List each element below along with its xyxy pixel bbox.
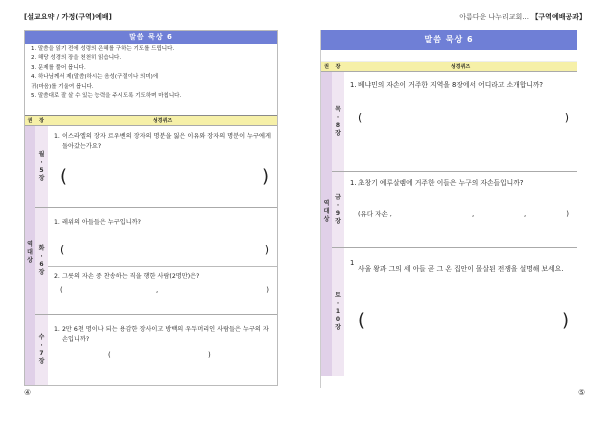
quiz-row: [35, 315, 277, 385]
right-worksheet: [320, 30, 577, 388]
instructions: [25, 44, 277, 116]
question: [52, 272, 271, 282]
book-label: 역 대 상: [27, 241, 33, 264]
instruction-line: 3. 문제를 풀어 봅니다.: [31, 64, 86, 71]
question: [52, 132, 271, 152]
question: [348, 80, 571, 91]
quiz-row: [35, 208, 277, 315]
chapter-label: 수 · 7 장: [38, 334, 45, 365]
right-title: 말씀 묵상 6: [321, 30, 577, 50]
question-text: 그릇의 자손 중 찬송하는 직을 행한 사람(2명만)은?: [62, 273, 200, 280]
instruction-line: 귀(마음)를 기울여 봅니다.: [31, 83, 94, 90]
question-number: 1: [350, 259, 355, 267]
instruction-line: 5. 말씀대로 잘 살 수 있는 능력을 주시도록 기도하며 마칩니다.: [31, 93, 182, 100]
book-label: 역 대 상: [323, 200, 330, 223]
answer-close-paren: ): [564, 111, 569, 124]
book-column: [321, 72, 332, 376]
instruction-line: 1. 말씀을 읽기 전에 성령의 은혜를 구하는 기도를 드립니다.: [31, 46, 175, 52]
answer-open-paren: (: [108, 351, 111, 359]
answer-close-paren: ): [261, 166, 269, 187]
question-text: 사울 왕과 그의 세 아들 곧 그 온 집안이 몰살된 전쟁을 설명해 보세요.: [358, 265, 564, 273]
answer-close-paren: ): [264, 243, 269, 256]
page-number-left: ④: [24, 388, 32, 397]
answer-open-paren: (: [60, 243, 65, 256]
question-text: 레위의 아들들은 누구입니까?: [62, 219, 141, 226]
answer-close-paren: ): [561, 310, 569, 331]
answer-close-paren: ): [208, 351, 211, 359]
col-quiz: 성경퀴즈: [344, 62, 577, 71]
header-right: [459, 12, 586, 22]
answer-open-paren: (: [60, 286, 63, 294]
question-number: 1.: [350, 81, 357, 89]
quiz-row: [332, 72, 577, 172]
col-chapter: 장: [332, 62, 344, 71]
chapter-label: 화 · 6 장: [38, 245, 45, 276]
church-name: 아름다운 나누리교회...: [459, 13, 529, 21]
quiz-row: [35, 126, 277, 208]
col-book: 권: [321, 62, 332, 71]
answer-close-paren: ): [566, 210, 569, 218]
question-text: 초창기 예루살렘에 거주한 이들은 누구의 자손들입니까?: [358, 179, 524, 187]
question-number: 1.: [54, 219, 60, 226]
left-body: [25, 126, 277, 385]
chapter-label: 목 · 8 장: [335, 105, 341, 137]
column-header: [25, 116, 277, 126]
answer-separator: ,: [524, 210, 527, 218]
question-number: 1.: [350, 179, 357, 187]
quiz-row: [332, 172, 577, 248]
quiz-row: [332, 248, 577, 376]
instruction-line: 2. 해당 성경의 장을 천천히 읽습니다.: [31, 55, 122, 62]
chapter-label: 금 · 9 장: [335, 193, 341, 225]
answer-open-paren: (: [358, 310, 366, 331]
answer-separator: ,: [156, 286, 159, 294]
left-title: 말씀 묵상 6: [25, 31, 277, 44]
page-number-right: ⑤: [578, 388, 586, 397]
question: [348, 178, 571, 189]
chapter-label: 토 · 1 0 장: [335, 292, 341, 331]
book-column: [25, 126, 35, 385]
answer-open-paren: (: [60, 166, 68, 187]
chapter-label: 월 · 5 장: [38, 150, 45, 182]
right-body: [321, 72, 577, 376]
question-divider: [48, 266, 277, 267]
column-header: [321, 62, 577, 72]
answer-open-paren: (: [358, 111, 363, 124]
header-left-title: [설교요약 / 가정(구역)예배]: [24, 13, 112, 21]
col-book: 권: [25, 116, 35, 125]
question-text: 베냐민의 자손이 거주한 지역을 8장에서 어디라고 소개합니까?: [358, 81, 544, 89]
question: [52, 325, 271, 345]
col-quiz: 성경퀴즈: [48, 116, 277, 125]
col-chapter: 장: [35, 116, 48, 125]
question-text: 이스라엘의 장자 르우벤의 장자의 명분을 잃은 이유와 장자의 명분이 누구에게 돌아갔는가요?: [62, 133, 271, 150]
series-label: 【구역예배공과】: [531, 13, 586, 21]
spacer: [321, 50, 577, 62]
answer-prefilled: (유다 자손 ,: [358, 210, 392, 218]
question-number: 1.: [54, 326, 60, 333]
question: [348, 259, 571, 275]
question: [52, 218, 271, 228]
question-number: 1.: [54, 133, 60, 140]
left-worksheet: [24, 30, 278, 386]
question-number: 2.: [54, 273, 60, 280]
answer-close-paren: ): [266, 286, 269, 294]
answer-separator: ,: [472, 210, 475, 218]
question-text: 2만 6천 명이나 되는 용감한 장사이고 방백의 우두머리인 사람들은 누구의 자손입니까?: [62, 326, 269, 343]
instruction-line: 4. 하나님께서 제(말씀)하시는 음성(구절이나 의미)에: [31, 74, 159, 81]
